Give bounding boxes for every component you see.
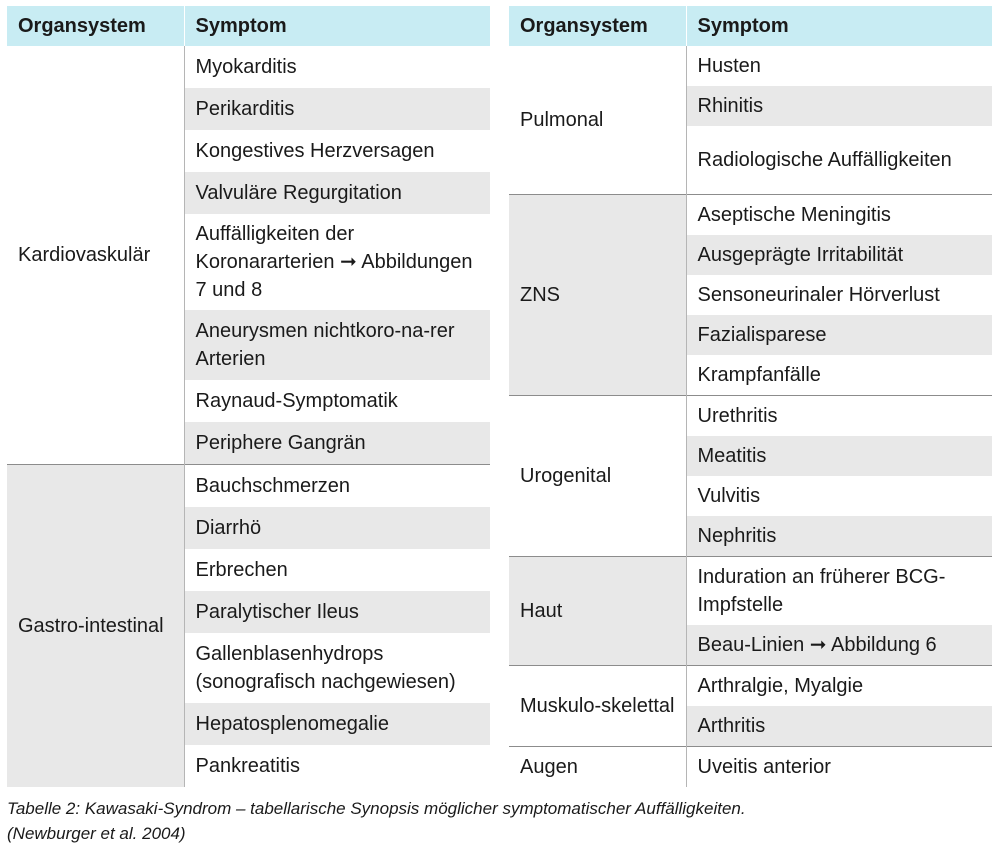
caption-line-title: Tabelle 2: Kawasaki-Syndrom – tabellarische Synopsis möglicher symptomatischer Auffälligkeiten.: [7, 799, 746, 818]
organ-system-cell: Muskulo-skelettal: [509, 666, 686, 747]
symptom-cell: Auffälligkeiten der Koronararterien ➞ Abbildungen 7 und 8: [184, 214, 491, 310]
symptom-cell: Husten: [686, 46, 993, 86]
organ-system-cell: Gastro-intestinal: [7, 465, 184, 788]
symptom-cell: Periphere Gangrän: [184, 422, 491, 465]
symptom-cell: Krampfanfälle: [686, 355, 993, 396]
symptom-cell: Meatitis: [686, 436, 993, 476]
symptom-cell: Paralytischer Ileus: [184, 591, 491, 633]
symptom-cell: Gallenblasenhydrops (sonografisch nachgewiesen): [184, 633, 491, 703]
symptom-cell: Rhinitis: [686, 86, 993, 126]
symptom-cell: Induration an früherer BCG-Impfstelle: [686, 557, 993, 626]
symptom-cell: Fazialisparese: [686, 315, 993, 355]
table-row: [509, 747, 993, 788]
symptom-cell: Nephritis: [686, 516, 993, 557]
organ-system-cell: Kardiovaskulär: [7, 46, 184, 465]
table-row: [509, 195, 993, 236]
table-row: [7, 465, 491, 508]
symptom-cell: Ausgeprägte Irritabilität: [686, 235, 993, 275]
table-caption: [7, 796, 987, 846]
organ-system-cell: Urogenital: [509, 396, 686, 557]
symptom-cell: Perikarditis: [184, 88, 491, 130]
symptom-cell: Diarrhö: [184, 507, 491, 549]
symptom-cell: Myokarditis: [184, 46, 491, 88]
symptom-cell: Beau-Linien ➞ Abbildung 6: [686, 625, 993, 666]
symptom-cell: Arthralgie, Myalgie: [686, 666, 993, 707]
symptom-cell: Aseptische Meningitis: [686, 195, 993, 236]
symptom-cell: Vulvitis: [686, 476, 993, 516]
column-header-organsystem: Organsystem: [7, 6, 184, 46]
symptom-cell: Valvuläre Regurgitation: [184, 172, 491, 214]
organ-system-cell: Pulmonal: [509, 46, 686, 195]
symptom-cell: Radiologische Auffälligkeiten: [686, 126, 993, 195]
table-row: [509, 46, 993, 86]
column-header-symptom: Symptom: [184, 6, 491, 46]
symptom-cell: Arthritis: [686, 706, 993, 747]
organ-system-cell: ZNS: [509, 195, 686, 396]
column-header-symptom: Symptom: [686, 6, 993, 46]
table-row: [509, 666, 993, 707]
symptom-cell: Pankreatitis: [184, 745, 491, 787]
caption-line-source: (Newburger et al. 2004): [7, 824, 186, 843]
symptom-cell: Kongestives Herzversagen: [184, 130, 491, 172]
organ-system-cell: Augen: [509, 747, 686, 788]
symptom-cell: Urethritis: [686, 396, 993, 437]
table-row: [7, 46, 491, 88]
organ-system-cell: Haut: [509, 557, 686, 666]
symptom-cell: Hepatosplenomegalie: [184, 703, 491, 745]
symptom-cell: Uveitis anterior: [686, 747, 993, 788]
table-row: [509, 396, 993, 437]
column-header-organsystem: Organsystem: [509, 6, 686, 46]
table-row: [509, 557, 993, 626]
symptom-table-left: [7, 6, 491, 787]
symptom-cell: Erbrechen: [184, 549, 491, 591]
symptom-cell: Raynaud-Symptomatik: [184, 380, 491, 422]
symptom-table-right: [509, 6, 993, 787]
symptom-cell: Aneurysmen nichtkoro-na-rer Arterien: [184, 310, 491, 380]
symptom-cell: Sensoneurinaler Hörverlust: [686, 275, 993, 315]
symptom-cell: Bauchschmerzen: [184, 465, 491, 508]
